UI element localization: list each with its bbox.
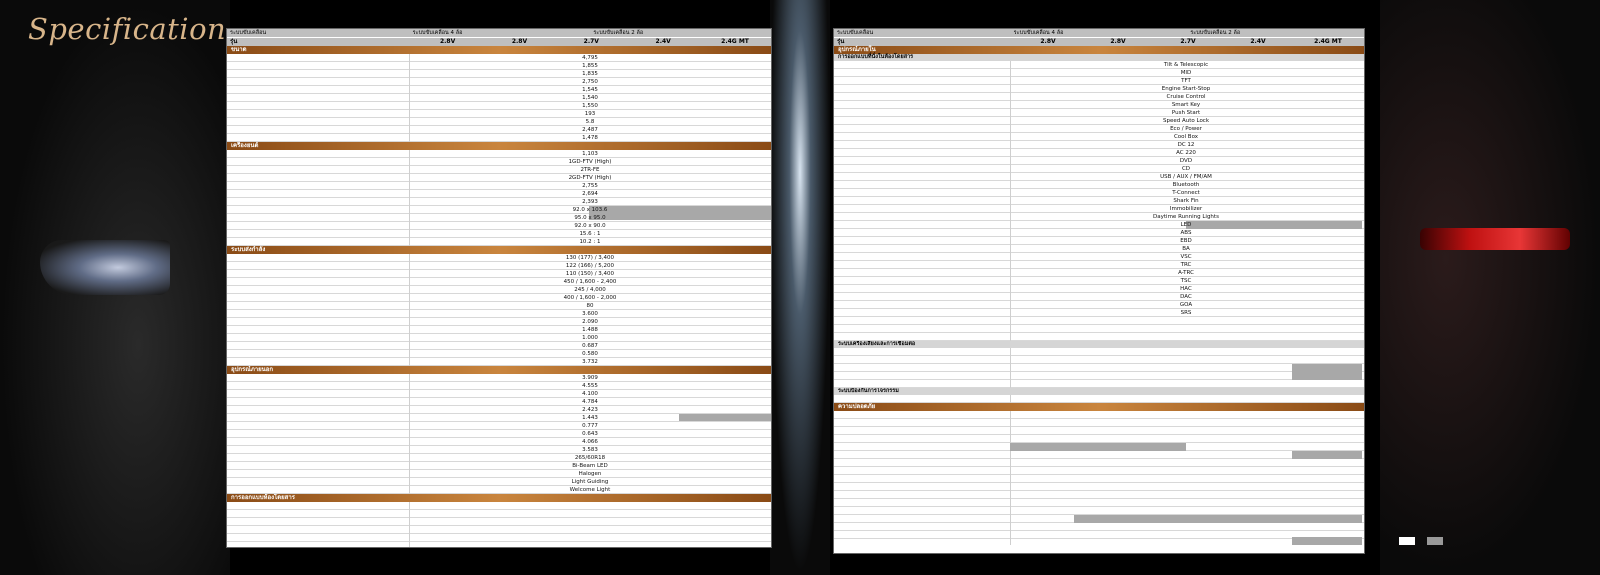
page-indicator (1396, 536, 1443, 545)
spec-value: USB / AUX / FM/AM (1160, 174, 1212, 180)
spec-table-left (226, 28, 772, 548)
drivetrain-label: ระบบขับเคลื่อน (230, 30, 267, 36)
security-rows (834, 395, 1364, 403)
spec-value: 245 / 4,000 (574, 287, 606, 293)
page-title: Specification (28, 12, 227, 46)
variant-4: 2.4V (655, 38, 671, 45)
spec-value: 193 (584, 111, 596, 117)
group-2wd-label: ระบบขับเคลื่อน 2 ล้อ (593, 30, 644, 36)
variant-2-right: 2.8V (1110, 38, 1126, 45)
exterior-rows (227, 374, 771, 494)
spec-value: Engine Start-Stop (1161, 86, 1211, 92)
spec-value: 110 (150) / 3,400 (565, 271, 615, 277)
spec-value: T-Connect (1172, 190, 1200, 196)
section-interior-equipment: อุปกรณ์ภายใน (834, 46, 1364, 54)
spec-value: DAC (1180, 294, 1192, 300)
spec-value: 1,545 (582, 87, 598, 93)
spec-value: 1,550 (582, 103, 598, 109)
spec-value: 400 / 1,600 - 2,000 (563, 295, 617, 301)
model-label: รุ่น (230, 38, 238, 45)
spec-value: Immobilizer (1169, 206, 1203, 212)
spec-value: 0.643 (582, 431, 598, 437)
spec-value: 1,103 (582, 151, 598, 157)
spec-value: 80 (586, 303, 594, 309)
dimensions-rows (227, 54, 771, 142)
spec-value: DC 12 (1177, 142, 1195, 148)
model-label-right: รุ่น (837, 38, 845, 45)
variant-5-right: 2.4G MT (1314, 38, 1342, 45)
spec-value: 0.687 (582, 343, 598, 349)
group-2wd-label-right: ระบบขับเคลื่อน 2 ล้อ (1190, 30, 1241, 36)
spec-value: 2GD-FTV (High) (568, 175, 612, 181)
subsection-audio: ระบบเครื่องเสียงและการเชื่อมต่อ (834, 341, 1364, 348)
spec-value: DVD (1179, 158, 1193, 164)
spec-value: 450 / 1,600 - 2,400 (563, 279, 617, 285)
spec-value: A-TRC (1178, 270, 1194, 276)
variant-5: 2.4G MT (721, 38, 749, 45)
spec-value: BA (1182, 246, 1190, 252)
spec-value: Light Guiding (571, 479, 609, 485)
spec-value: 1,855 (582, 63, 598, 69)
variant-1: 2.8V (439, 38, 456, 45)
spec-value: 92.0 x 90.0 (574, 223, 606, 229)
spec-value: VSC (1180, 254, 1192, 260)
interior-equipment-rows (834, 61, 1364, 341)
spec-value: 0.777 (582, 423, 598, 429)
spec-value: 130 (177) / 3,400 (565, 255, 615, 261)
spec-value: 3.909 (582, 375, 598, 381)
spec-value: 4,795 (582, 55, 598, 61)
spec-table-right (833, 28, 1365, 554)
variant-4-right: 2.4V (1250, 38, 1266, 45)
spec-value: SRS (1180, 310, 1192, 316)
spec-value: 3.732 (582, 359, 598, 365)
car-rear-image (1380, 0, 1600, 575)
spec-value: TSC (1180, 278, 1192, 284)
spec-value: 92.0 x 103.6 (572, 207, 608, 213)
variant-1-right: 2.8V (1040, 38, 1056, 45)
variant-header-row-right (834, 37, 1364, 46)
subsection-security: ระบบป้องกันการโจรกรรม (834, 388, 1364, 395)
section-exterior: อุปกรณ์ภายนอก (227, 366, 771, 374)
spec-value: 1.000 (582, 335, 598, 341)
grey-cell (1292, 537, 1362, 545)
spec-value: 122 (166) / 5,200 (565, 263, 615, 269)
spec-value: 2,393 (582, 199, 598, 205)
drivetrain-label-right: ระบบขับเคลื่อน (837, 30, 874, 36)
spec-value: CD (1181, 166, 1191, 172)
spec-value: 2,755 (582, 183, 598, 189)
spec-value: EBD (1180, 238, 1192, 244)
grey-cell (1292, 364, 1362, 380)
spec-value: 2.423 (582, 407, 598, 413)
spec-value: 1.488 (582, 327, 598, 333)
spec-value: 0.580 (582, 351, 598, 357)
spec-value: AC 220 (1176, 150, 1196, 156)
spec-value: 1,540 (582, 95, 598, 101)
variant-3-right: 2.7V (1180, 38, 1196, 45)
grey-cell (1010, 443, 1186, 451)
spec-value: 4.555 (582, 383, 598, 389)
group-4wd-label: ระบบขับเคลื่อน 4 ล้อ (412, 30, 463, 36)
safety-rows (834, 411, 1364, 545)
variant-3: 2.7V (583, 38, 599, 45)
spec-value: 2TR-FE (580, 167, 600, 173)
spec-value: Bi-Beam LED (572, 463, 608, 469)
spec-value: 10.2 : 1 (579, 239, 601, 245)
section-dimensions: ขนาด (227, 46, 771, 54)
center-light-flare (770, 0, 830, 575)
spec-value: 2,750 (582, 79, 598, 85)
spec-value: 3.600 (582, 311, 598, 317)
spec-value: 95.0 x 95.0 (574, 215, 606, 221)
spec-value: Welcome Light (569, 487, 611, 493)
spec-value: 1GD-FTV (High) (568, 159, 612, 165)
variant-2: 2.8V (511, 38, 528, 45)
page-box-right (1427, 537, 1443, 545)
drivetrain-header-row-right (834, 29, 1364, 37)
spec-value: LED (1180, 222, 1192, 228)
taillight-image (1420, 228, 1570, 250)
section-safety: ความปลอดภัย (834, 403, 1364, 411)
spec-value: HAC (1180, 286, 1192, 292)
spec-value: Bluetooth (1172, 182, 1200, 188)
subsection-seat: การออกแบบที่นั่งในห้องโดยสาร (834, 54, 1364, 61)
spec-value: MID (1180, 70, 1192, 76)
section-transmission: ระบบส่งกำลัง (227, 246, 771, 254)
spec-value: 4.784 (582, 399, 598, 405)
spec-value: TFT (1181, 78, 1191, 84)
spec-value: 1.443 (582, 415, 598, 421)
spec-value: Speed Auto Lock (1162, 118, 1210, 124)
spec-value: 15.6 : 1 (579, 231, 601, 237)
spec-value: 4.100 (582, 391, 598, 397)
drivetrain-header-row (227, 29, 771, 37)
section-interior-design: การออกแบบห้องโดยสาร (227, 494, 771, 502)
spec-value: Eco / Power (1170, 126, 1202, 132)
page-box-left (1399, 537, 1415, 545)
spec-value: 1,478 (582, 135, 598, 141)
spec-value: 1,835 (582, 71, 598, 77)
group-4wd-label-right: ระบบขับเคลื่อน 4 ล้อ (1013, 30, 1064, 36)
spec-value: TRC (1180, 262, 1192, 268)
spec-value: 4.066 (582, 439, 598, 445)
spec-value: 265/60R18 (574, 455, 606, 461)
grey-cell (1074, 515, 1362, 523)
spec-value: GOA (1179, 302, 1193, 308)
spec-value: Shark Fin (1173, 198, 1199, 204)
spec-value: 5.8 (585, 119, 595, 125)
spec-value: ABS (1180, 230, 1192, 236)
variant-header-row (227, 37, 771, 46)
spec-value: Daytime Running Lights (1153, 214, 1219, 220)
audio-rows (834, 348, 1364, 388)
interior-rows (227, 502, 771, 548)
spec-value: 2.090 (582, 319, 598, 325)
section-engine: เครื่องยนต์ (227, 142, 771, 150)
engine-rows (227, 150, 771, 246)
spec-value: Halogen (578, 471, 602, 477)
spec-value: 3.583 (582, 447, 598, 453)
transmission-rows (227, 254, 771, 366)
spec-value: Push Start (1171, 110, 1201, 116)
spec-value: Cool Box (1173, 134, 1199, 140)
spec-value: Tilt & Telescopic (1163, 62, 1209, 68)
spec-value: 2,694 (582, 191, 598, 197)
spec-value: Cruise Control (1166, 94, 1206, 100)
grey-cell (1292, 451, 1362, 459)
spec-value: Smart Key (1171, 102, 1201, 108)
headlight-image (40, 240, 170, 295)
spec-value: 2,487 (582, 127, 598, 133)
